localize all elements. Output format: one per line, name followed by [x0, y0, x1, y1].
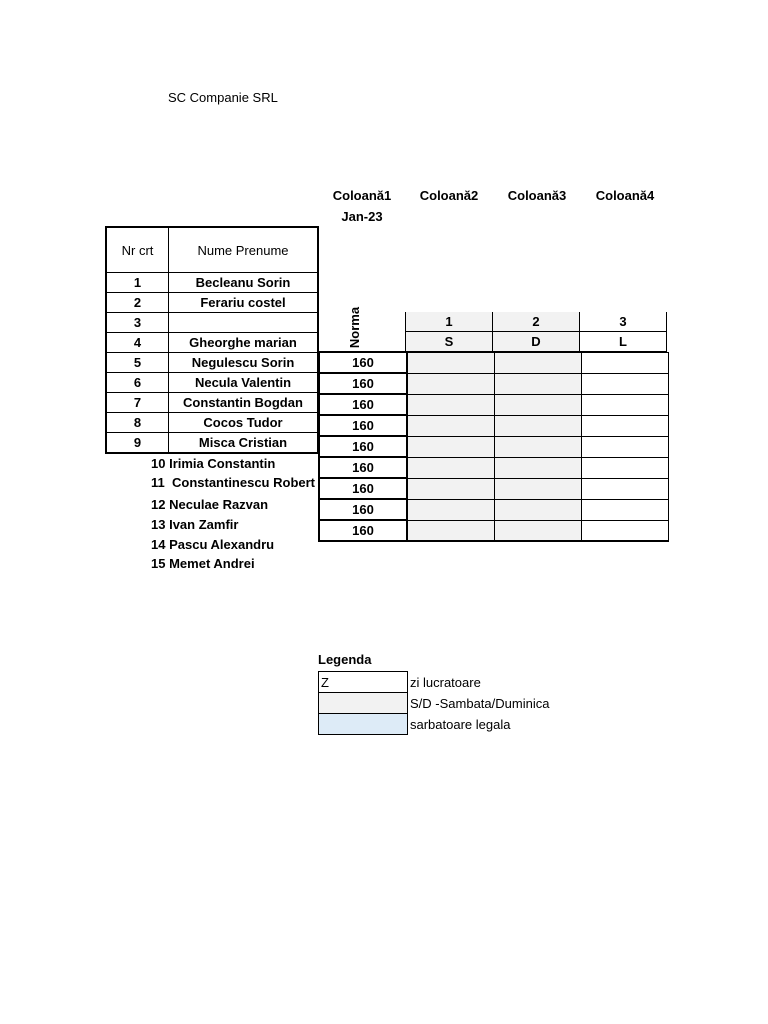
day-number: 1	[406, 312, 493, 332]
employee-name: Negulescu Sorin	[169, 353, 319, 373]
list-item	[151, 475, 315, 490]
day-cell[interactable]	[582, 520, 669, 541]
day-letter: D	[493, 332, 580, 352]
day-cell[interactable]	[495, 415, 582, 436]
day-cell[interactable]	[582, 373, 669, 394]
column-header-2: Coloană2	[419, 188, 479, 203]
row-number: 11	[151, 475, 165, 490]
legend-text: sarbatoare legala	[410, 716, 511, 732]
nr-crt-header: Nr crt	[106, 227, 169, 273]
row-number: 5	[106, 353, 169, 373]
norma-cell[interactable]: 160	[319, 436, 407, 457]
list-item	[151, 517, 238, 532]
table-row	[106, 273, 318, 293]
norma-cell[interactable]: 160	[319, 415, 407, 436]
legend-text: zi lucratoare	[410, 674, 481, 690]
table-row	[106, 333, 318, 353]
column-header-4: Coloană4	[595, 188, 655, 203]
legend-item	[319, 714, 550, 735]
legend-item	[319, 693, 550, 714]
day-cell[interactable]	[407, 520, 495, 541]
norma-cell[interactable]: 160	[319, 520, 407, 541]
legend-title: Legenda	[318, 652, 372, 667]
day-cell[interactable]	[582, 352, 669, 373]
day-cell[interactable]	[495, 352, 582, 373]
employee-name: Misca Cristian	[169, 433, 319, 454]
day-cell[interactable]	[495, 457, 582, 478]
legend-swatch-workday: Z	[319, 672, 408, 693]
norma-header	[340, 304, 386, 350]
legend	[318, 671, 550, 735]
norma-cell[interactable]: 160	[319, 478, 407, 499]
employee-name: Cocos Tudor	[169, 413, 319, 433]
column-header-3: Coloană3	[507, 188, 567, 203]
grid-row	[319, 352, 669, 373]
employee-name	[169, 313, 319, 333]
grid-row	[319, 394, 669, 415]
legend-item	[319, 672, 550, 693]
grid-row	[319, 415, 669, 436]
row-number: 10	[151, 456, 166, 471]
row-number: 7	[106, 393, 169, 413]
day-cell[interactable]	[582, 436, 669, 457]
row-number: 15	[151, 556, 166, 571]
row-number: 12	[151, 497, 166, 512]
grid-row	[319, 520, 669, 541]
day-letter: L	[580, 332, 667, 352]
employee-name: Irimia Constantin	[169, 456, 276, 471]
table-header-row	[106, 227, 318, 273]
norma-cell[interactable]: 160	[319, 499, 407, 520]
row-number: 8	[106, 413, 169, 433]
day-cell[interactable]	[495, 520, 582, 541]
grid-row	[319, 457, 669, 478]
day-cell[interactable]	[582, 457, 669, 478]
day-cell[interactable]	[407, 478, 495, 499]
norma-cell[interactable]: 160	[319, 373, 407, 394]
table-row	[106, 313, 318, 333]
day-cell[interactable]	[582, 394, 669, 415]
row-number: 1	[106, 273, 169, 293]
norma-cell[interactable]: 160	[319, 457, 407, 478]
row-number: 3	[106, 313, 169, 333]
day-cell[interactable]	[407, 352, 495, 373]
table-row	[106, 413, 318, 433]
row-number: 4	[106, 333, 169, 353]
employee-name: Ferariu costel	[169, 293, 319, 313]
employee-name: Neculae Razvan	[169, 497, 269, 512]
employee-name: Becleanu Sorin	[169, 273, 319, 293]
list-item	[151, 497, 268, 512]
table-row	[106, 433, 318, 454]
day-cell[interactable]	[407, 499, 495, 520]
row-number: 6	[106, 373, 169, 393]
employee-name: Constantin Bogdan	[169, 393, 319, 413]
day-number: 3	[580, 312, 667, 332]
employee-name: Memet Andrei	[169, 556, 255, 571]
employee-name: Constantinescu Robert	[171, 475, 315, 490]
table-row	[106, 393, 318, 413]
day-cell[interactable]	[407, 394, 495, 415]
day-cell[interactable]	[495, 373, 582, 394]
day-cell[interactable]	[495, 394, 582, 415]
legend-swatch-holiday	[319, 714, 408, 735]
grid-row	[319, 499, 669, 520]
day-cell[interactable]	[495, 478, 582, 499]
name-header: Nume Prenume	[169, 227, 319, 273]
employee-name: Pascu Alexandru	[169, 537, 275, 552]
row-number: 9	[106, 433, 169, 454]
column-header-1: Coloană1	[332, 188, 392, 203]
attendance-grid	[318, 351, 669, 542]
norma-label: Norma	[347, 306, 363, 349]
employee-table	[105, 226, 319, 454]
norma-cell[interactable]: 160	[319, 352, 407, 373]
row-number: 13	[151, 517, 166, 532]
month-label: Jan-23	[341, 209, 383, 224]
legend-text: S/D -Sambata/Duminica	[410, 695, 550, 711]
grid-row	[319, 373, 669, 394]
day-letter-row	[406, 332, 667, 352]
day-cell[interactable]	[407, 436, 495, 457]
company-name: SC Companie SRL	[168, 90, 278, 105]
norma-cell[interactable]: 160	[319, 394, 407, 415]
grid-row	[319, 436, 669, 457]
grid-row	[319, 478, 669, 499]
list-item	[151, 456, 275, 471]
day-number-row	[406, 312, 667, 332]
day-cell[interactable]	[495, 436, 582, 457]
day-cell[interactable]	[582, 499, 669, 520]
day-cell[interactable]	[582, 415, 669, 436]
employee-name: Gheorghe marian	[169, 333, 319, 353]
day-letter: S	[406, 332, 493, 352]
days-header	[405, 312, 667, 352]
employee-name: Ivan Zamfir	[169, 517, 239, 532]
day-cell[interactable]	[407, 415, 495, 436]
employee-name: Necula Valentin	[169, 373, 319, 393]
table-row	[106, 373, 318, 393]
day-cell[interactable]	[407, 373, 495, 394]
table-row	[106, 293, 318, 313]
table-row	[106, 353, 318, 373]
list-item	[151, 556, 255, 571]
legend-swatch-weekend	[319, 693, 408, 714]
day-cell[interactable]	[495, 499, 582, 520]
day-cell[interactable]	[407, 457, 495, 478]
day-number: 2	[493, 312, 580, 332]
day-cell[interactable]	[582, 478, 669, 499]
row-number: 2	[106, 293, 169, 313]
row-number: 14	[151, 537, 166, 552]
list-item	[151, 537, 274, 552]
